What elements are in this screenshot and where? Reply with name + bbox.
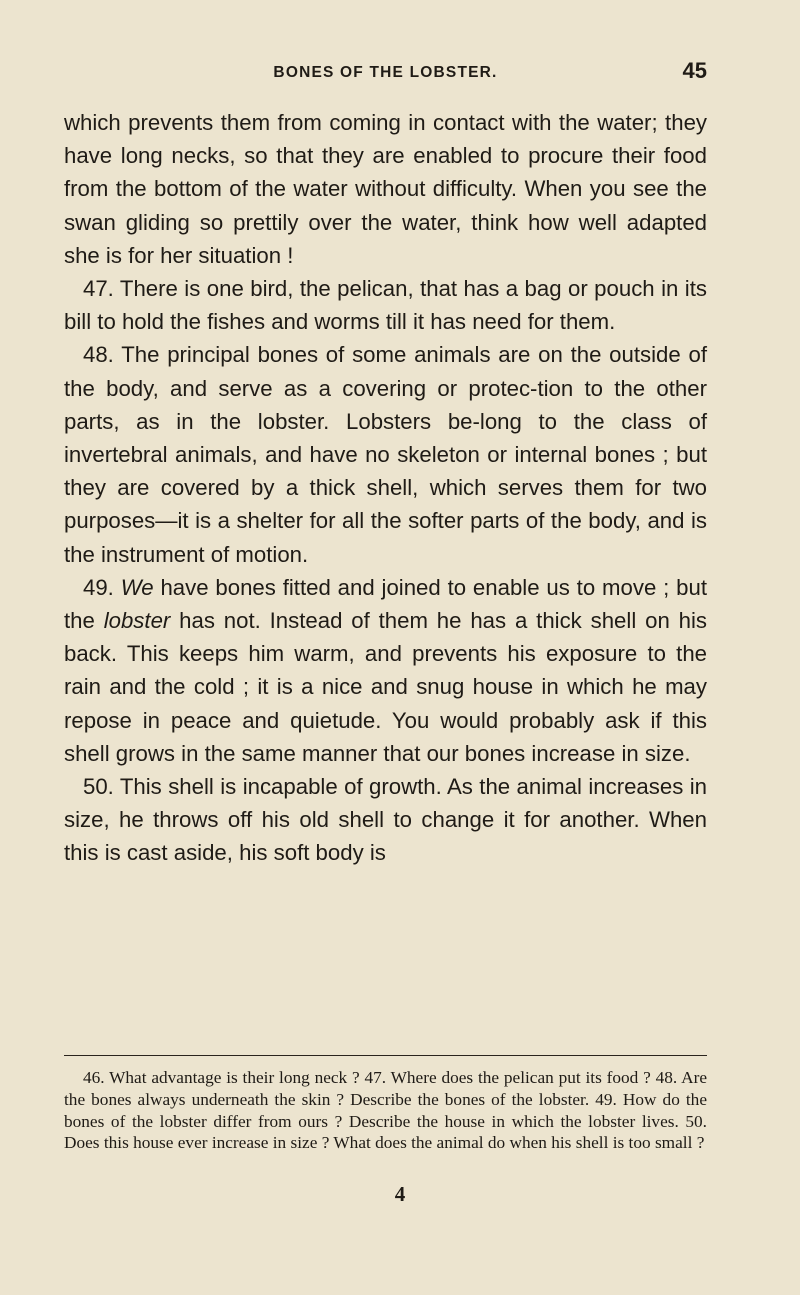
footnote-divider: [64, 1055, 707, 1056]
study-questions: 46. What advantage is their long neck ? 47. Where does the pelican put its food ? 48. Are the bones always underneath the skin ? Describe the bones of the lobster. 49. How do the bones of the lobster differ from ours ? Describe the house in which the lobster lives. 50. Does this house ever increase in size ? What does the animal do when his shell is too small ?: [64, 1068, 707, 1153]
body-text: [64, 106, 707, 870]
paragraph-49-number: 49.: [83, 574, 121, 600]
emphasis-we: We: [120, 574, 154, 600]
paragraph-49: [64, 571, 707, 770]
running-header: [64, 58, 707, 90]
paragraph-49-mid: have bones fitted and joined to enable us to move ; but the: [64, 574, 707, 634]
paragraph-48: 48. The principal bones of some animals are on the outside of the body, and serve as a covering or protec-tion to the other parts, as in the lobster. Lobsters be-long to the class of invertebral animals, and have no skeleton or internal bones ; but they are covered by a thick shell, which serves them for two purposes—it is a shelter for all the softer parts of the body, and is the instrument of motion.: [64, 342, 707, 567]
signature-mark: 4: [394, 1182, 406, 1206]
paragraph-47: 47. There is one bird, the pelican, that has a bag or pouch in its bill to hold the fishes and worms till it has need for them.: [64, 276, 707, 335]
emphasis-lobster: lobster: [103, 608, 171, 634]
page-number: 45: [682, 58, 707, 83]
paragraph-49-rest: has not. Instead of them he has a thick shell on his back. This keeps him warm, and prevents his exposure to the rain and the cold ; it is a nice and snug house in which he may repose in peace and quietude. You would probably ask if this shell grows in the same manner that our bones increase in size.: [64, 608, 707, 766]
paragraph-continued: which prevents them from coming in contact with the water; they have long necks, so that they are enabled to procure their food from the bottom of the water without difficulty. When you see the swan gliding so prettily over the water, think how well adapted she is for her situation !: [64, 110, 707, 268]
running-title: BONES OF THE LOBSTER.: [273, 64, 498, 81]
paragraph-50: 50. This shell is incapable of growth. As the animal increases in size, he throws off his old shell to change it for another. When this is cast aside, his soft body is: [64, 774, 707, 866]
